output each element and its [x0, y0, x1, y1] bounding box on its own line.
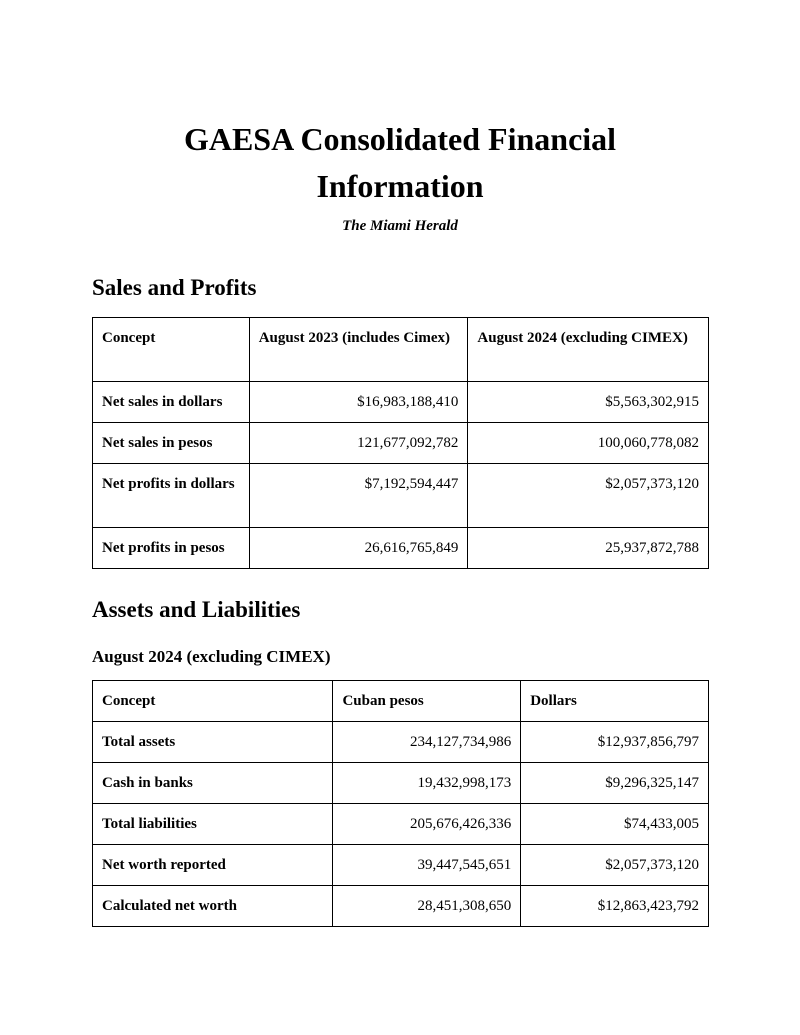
table-header-row [93, 681, 709, 722]
assets-subheading: August 2024 (excluding CIMEX) [92, 647, 331, 666]
column-header-aug2024: August 2024 (excluding CIMEX) [468, 318, 709, 382]
row-concept: Net sales in dollars [93, 382, 250, 423]
row-aug2024-value: 100,060,778,082 [468, 423, 709, 464]
table-row [93, 886, 709, 927]
row-pesos-value: 19,432,998,173 [333, 763, 521, 804]
assets-liabilities-table [92, 680, 709, 927]
assets-heading: Assets and Liabilities [92, 597, 301, 622]
row-aug2023-value: 121,677,092,782 [249, 423, 468, 464]
row-dollars-value: $9,296,325,147 [521, 763, 709, 804]
table-row [93, 804, 709, 845]
row-dollars-value: $74,433,005 [521, 804, 709, 845]
table-header-row [93, 318, 709, 382]
row-concept: Net profits in pesos [93, 528, 250, 569]
row-aug2023-value: 26,616,765,849 [249, 528, 468, 569]
row-pesos-value: 234,127,734,986 [333, 722, 521, 763]
page-title [0, 116, 800, 210]
table-row [93, 464, 709, 528]
column-header-concept: Concept [93, 681, 333, 722]
row-concept: Net sales in pesos [93, 423, 250, 464]
row-concept: Net profits in dollars [93, 464, 250, 528]
column-header-concept: Concept [93, 318, 250, 382]
table-row [93, 763, 709, 804]
row-concept: Calculated net worth [93, 886, 333, 927]
row-dollars-value: $12,937,856,797 [521, 722, 709, 763]
row-pesos-value: 205,676,426,336 [333, 804, 521, 845]
row-aug2024-value: 25,937,872,788 [468, 528, 709, 569]
column-header-dollars: Dollars [521, 681, 709, 722]
row-pesos-value: 39,447,545,651 [333, 845, 521, 886]
table-row [93, 528, 709, 569]
table-row [93, 423, 709, 464]
table-row [93, 382, 709, 423]
column-header-aug2023: August 2023 (includes Cimex) [249, 318, 468, 382]
row-aug2023-value: $16,983,188,410 [249, 382, 468, 423]
row-pesos-value: 28,451,308,650 [333, 886, 521, 927]
row-dollars-value: $12,863,423,792 [521, 886, 709, 927]
table-row [93, 845, 709, 886]
row-concept: Total liabilities [93, 804, 333, 845]
title-line-2: Information [316, 168, 484, 204]
sales-heading: Sales and Profits [92, 275, 257, 300]
row-concept: Cash in banks [93, 763, 333, 804]
row-aug2023-value: $7,192,594,447 [249, 464, 468, 528]
row-aug2024-value: $2,057,373,120 [468, 464, 709, 528]
title-line-1: GAESA Consolidated Financial [183, 121, 617, 157]
row-dollars-value: $2,057,373,120 [521, 845, 709, 886]
column-header-pesos: Cuban pesos [333, 681, 521, 722]
sales-profits-table [92, 317, 709, 569]
row-concept: Net worth reported [93, 845, 333, 886]
row-aug2024-value: $5,563,302,915 [468, 382, 709, 423]
table-row [93, 722, 709, 763]
source-byline: The Miami Herald [342, 218, 458, 234]
row-concept: Total assets [93, 722, 333, 763]
